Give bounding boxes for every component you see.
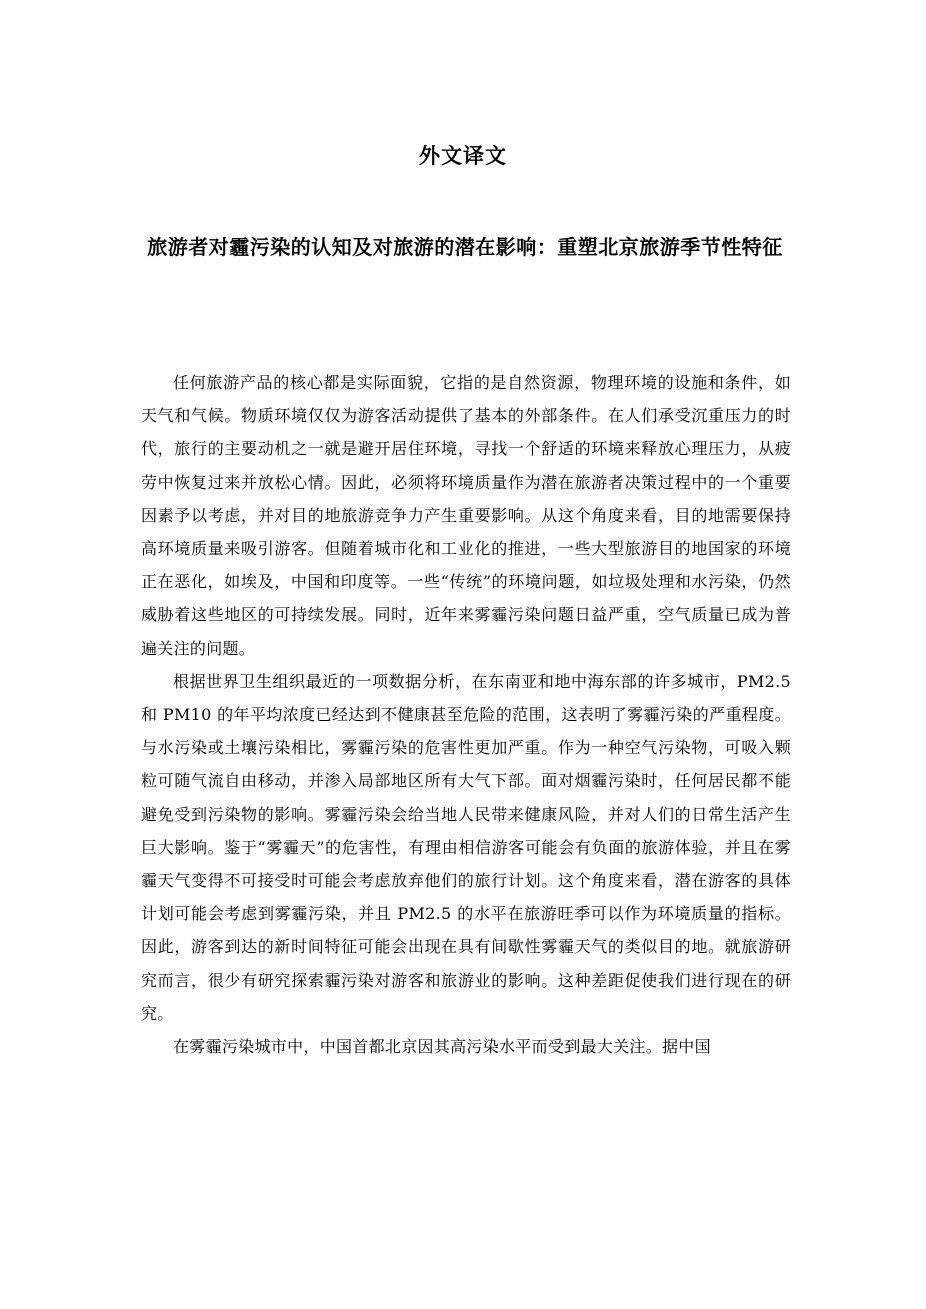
paragraph-1: 任何旅游产品的核心都是实际面貌，它指的是自然资源，物理环境的设施和条件，如天气和气候。物质环境仅仅为游客活动提供了基本的外部条件。在人们承受沉重压力的时代，旅行的主要动机之一就是避开居住环境，寻找一个舒适的环境来释放心理压力，从疲劳中恢复过来并放松心情。因此，必须将环境质量作为潜在旅游者决策过程中的一个重要因素予以考虑，并对目的地旅游竞争力产生重要影响。从这个角度来看，目的地需要保持高环境质量来吸引游客。但随着城市化和工业化的推进，一些大型旅游目的地国家的环境正在恶化，如埃及，中国和印度等。一些“传统”的环境问题，如垃圾处理和水污染，仍然威胁着这些地区的可持续发展。同时，近年来雾霾污染问题日益严重，空气质量已成为普遍关注的问题。: [141, 373, 791, 658]
body-text: [141, 366, 791, 1063]
paragraph-2: 根据世界卫生组织最近的一项数据分析，在东南亚和地中海东部的许多城市，PM2.5 和 PM10 的年平均浓度已经达到不健康甚至危险的范围，这表明了雾霾污染的严重程度。与水污染或土壤污染相比，雾霾污染的危害性更加严重。作为一种空气污染物，可吸入颗粒可随气流自由移动，并渗入局部地区所有大气下部。面对烟霾污染时，任何居民都不能避免受到污染物的影响。雾霾污染会给当地人民带来健康风险，并对人们的日常生活产生巨大影响。鉴于“雾霾天”的危害性，有理由相信游客可能会有负面的旅游体验，并且在雾霾天气变得不可接受时可能会考虑放弃他们的旅行计划。这个角度来看，潜在游客的具体计划可能会考虑到雾霾污染，并且 PM2.5 的水平在旅游旺季可以作为环境质量的指标。因此，游客到达的新时间特征可能会出现在具有间歇性雾霾天气的类似目的地。就旅游研究而言，很少有研究探索霾污染对游客和旅游业的影响。这种差距促使我们进行现在的研究。: [141, 671, 791, 1023]
article-title: 旅游者对霾污染的认知及对旅游的潜在影响：重塑北京旅游季节性特征: [147, 235, 783, 259]
paragraph-3: 在雾霾污染城市中，中国首都北京因其高污染水平而受到最大关注。据中国: [173, 1037, 711, 1057]
page-title: 外文译文: [419, 143, 507, 168]
